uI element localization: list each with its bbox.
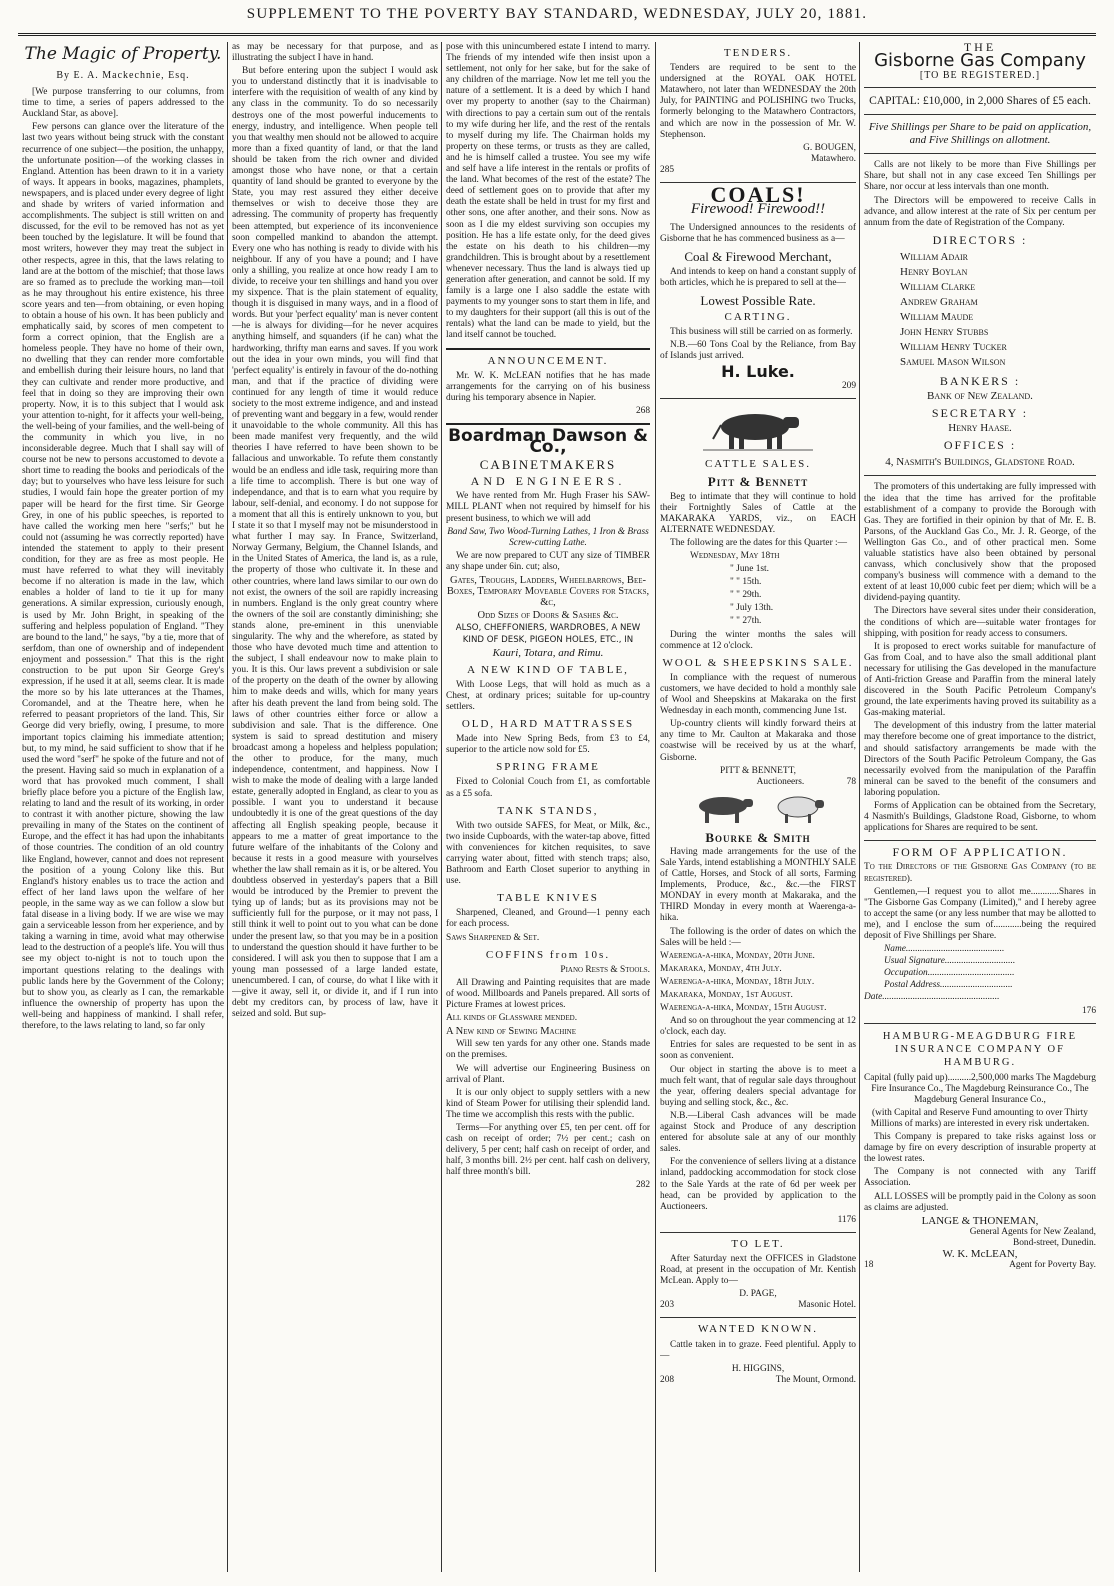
cattle-sales-heading: CATTLE SALES. <box>704 458 812 471</box>
ad-text: The development of this industry from the latter material may therefore become one of great importance to the district, and should satisfactory arrangements be made with the Directors of the South Pacific Petroleum Company, the Gas necessarily evolved from the manipulation of the Paraffin mineral can be saved to the benefit of the consumers and laboring population. <box>864 721 1096 798</box>
boardman-sub1: CABINETMAKERS <box>479 457 617 473</box>
separator <box>864 475 1096 476</box>
ad-subheading: TABLE KNIVES <box>497 892 599 905</box>
place: Masonic Hotel. <box>798 1300 856 1311</box>
director-name: William Clarke <box>900 280 976 293</box>
form-signature-line: Usual Signature.............................. <box>884 956 1016 967</box>
ad-text: Cattle taken in to graze. Feed plentiful. Apply to— <box>660 1339 856 1361</box>
separator <box>864 840 1096 841</box>
coals-merchant: Coal & Firewood Merchant, <box>684 249 832 265</box>
ad-subheading: SPRING FRAME <box>496 761 600 774</box>
local-agent-role: Agent for Poverty Bay. <box>1009 1260 1096 1271</box>
ad-text: Gates, Troughs, Ladders, Wheelbarrows, Bee-Boxes, Temporary Moveable Covers for Stacks, &c, <box>446 575 650 609</box>
ad-text: This business will still be carried on as formerly. <box>670 326 853 337</box>
sale-date: " " 27th. <box>730 616 762 627</box>
form-date-line: Date.................................................. <box>864 992 1000 1003</box>
form-heading: FORM OF APPLICATION. <box>892 845 1068 860</box>
ad-text: N.B.—Liberal Cash advances will be made against Stock and Produce of any description entered for absolute sale at any of our monthly sales. <box>660 1110 856 1155</box>
article-paragraph: But before entering upon the subject I would ask you to understand distinctly that it is inadvisable to interfere with the requisition of wealth of any kind by any class in the community. To do so necessarily destroys one of the most powerful inducements to energy, industry, and intelligence. When people tell you that wealthy men should not be allowed to acquire more than a fixed quantity of land, or that the land should be taken from the rich owner and divided amongst those who have none, or that a certain quantity of land should be granted to everyone by the State, you may rest assured they either deceive themselves or wish to deceive those they are adressing. The community of property has frequently been attempted, but experience of its inconvenience soon compelled mankind to abandon the attempt. Every one who has nothing is ready to divide with his neighbour. If any of you have a pound; and I have only a shilling, you realize at once how ready I am to divide, to receive your ten shillings and hand you over my sixpence. That is the plain statement of equality, though it is disguised in many ways, and in a flood of words. But your 'perfect equality' man is never content—he is always for dividing—for he never acquires anything himself, and squanders (if he can) what the hardworking, thrifty man earns and saves. If you work out the idea in your own minds, you will find that 'perfect equality' is entirely in favour of the do-nothing man, and that if the practice of dividing were continued for any length of time it would reduce society to the most extreme indigence, and and instead of preventing want and beggary in a few, would render it unavoidable to the whole community. All this has been made manifest very frequently, and the wild theories I have referred to have been shown to be fallacious and unworkable. To refute them constantly would be an endless and idle task, requiring more than a life time to accomplish. There is but one way of independance, and that is to earn what you require by labour, self-denial, and economy. I do not suppose for a moment that all this is entirely unknown to you, but I state it so that I myself may not be misunderstood in what further I may say. In France, Switzerland, Norway Germany, Belgium, the Channel Islands, and in the United States of America, the land is, as a rule, the property of those who cultivate it. In these and other countries, where land laws similar to our own do not exist, the owners of the soil are rapidly increasing in numbers. England is the only great country where the owners of the soil are constantly diminishing; she stands alone, pre-eminent in this unenviable singularity. The why and the wherefore, as stated by those who have devoted much time and attention to the subject, I shall endeavour now to make plain to you. It is this. Our laws prevent a subdivision or sale of the property on the death of the owner by allowing him to make deeds and wills, which for many years after his death prevent the land from being sold. The laws of other countries either force or allow a subdivision and sale. That is the difference. One system is said to spread destitution and misery broadcast among a hopeless and helpless population; the other to produce, for the many, much independence, contentment, and happiness. Now I wish to make the mode of dealing with a large landed estate, generally adopted in England, as clear to you as possible. I want you to understand it because undoubtedly it is one of the great questions of the day affecting all English speaking people, because it appears to me a matter of great importance to the future welfare of the inhabitants of the Colony and because it rests in a good measure with yourselves whether the law shall remain as it is, or be altered. You doubtless observed in yesterday's papers that a Bill would be introduced by the Premier to prevent the tying up of lands; but as its provisions may not be sufficiently full for the purpose, or it may not pass, I still think it well to point out to you what can be done under the present law, so that you may be in a position to understand the question should it have further to be considered. I will ask you then to suppose that I am a young man possessed of a large landed estate, unencumbered. I can, of course, do what I like with it—give it away, sell it, or divide it, and if I run into debt my creditors can, by process of law, have it seized and sold. But sup- <box>232 66 438 1020</box>
ad-text: Piano Rests & Stools. <box>560 964 650 975</box>
column-divider <box>441 42 442 1572</box>
separator <box>660 1317 856 1318</box>
article-paragraph: Few persons can glance over the literature of the last two years without being struck with the constant recurrence of one subject—the position, the unhappy, the unfortunate position—of the working classes in England. Attention has been drawn to it in a variety of ways. It appears in books, magazines, phamplets, newspapers, and is placed under every degree of light and shade by writers of varied information and accomplishments. The subject is still written on and discussed, for the evil to be removed has not as yet been touched by the legislature. It will be found that most writers, however they may treat the subject in other respects, agree in this, that the laws relating to land are at the bottom of the mischief; that those laws are so framed as to preclude the working man—toil as he may throughout his entire existence, his three score years and ten—from obtaining, or even hoping to obtain a house of his own. It has been publicly and emphatically said, by scores of men competent to form a correct opinion, that the English are a homeless people. They have no home of their own, no dwelling that they can render more comfortable and embellish during their leisure hours, no land that they can cultivate and render more productive, and feel that in doing so they are improving their own property. Now, it is to this subject that I would ask your attention to-night, for it affects your well-being, the well-being of your families, and the well-being of the community in which you live, in no inconsiderable degree. Much that I shall say will of course not be new to persons accustomed to devote a short time to reading the books and periodicals of the day; but to yourselves who have less leisure for such studies, I would fain hope the greater portion of my paper will be heard for the first time. Sir George Grey, in one of his public speeches, is reported to have called the working men here "serfs;" but he could not (assuming he was correctly reported) have intended the statement to apply to their present condition, for they are as free as most people. He must have referred to what they will inevitably become if no alteration is made in the law, which enables a holder of land to tie it up for many generations. A similar expression, curiously enough, is used by Mr. John Bright, in speaking of the suffering and helpless population of England. "They are bound to the land," he says, "by a tie, more that of serfdom, than one of ownership and of independent enjoyment and possession." That this is the right construction to be put upon Sir George Grey's expression, if he used it at all, seems clear. It is made the more so by his late utterances at the Thames, Coromandel, and at the Theatre here, when he referred to peasant proprietors of the land. This, Sir George did very briefly, owing, I presume, to more important topics claiming his immediate attention; but, to my mind, he said sufficient to show that if he used the word "serf" he spoke of the future and not of the present. Having said so much in explanation of a word that has provoked much comment, I shall briefly place before you a picture of the English law, relating to land and the result of its working, in order to contrast it with another picture, showing the law prevailing in many of the States on the continent of Europe, and the effect it has had upon the inhabitants of those countries. The condition of an old country like England, however, cannot and does not represent the position of a young Colony like this. But England's history enables us to trace the action and effect of her land laws upon the welfare of her people, in the same way as we can follow a slow but fatal disease in a living body. If we are wise we may gain a serviceable lesson from her experience, and by taking a warning in time, avoid what may otherwise lead to the destruction of a people's life. You will thus see my object to-night is not to touch upon the important questions relating to the dealings with public lands here by the Government of the Colony; but to show you, as clearly as I can, the remarkable influence the ownership of property has upon the well-being and happiness of mankind. I shall refer, therefore, to the laws relating to land, so far only <box>22 122 224 1031</box>
signature: D. PAGE, <box>739 1289 777 1300</box>
column-divider <box>859 42 860 1572</box>
ad-text: We are now prepared to CUT any size of TIMBER any shape under 6in. cut; also, <box>446 550 650 572</box>
offices-address: 4, Nasmith's Buildings, Gladstone Road. <box>885 456 1075 469</box>
ad-number: 203 <box>660 1300 675 1311</box>
ad-number: 78 <box>846 776 856 787</box>
boardman-name: Boardman Dawson & Co., <box>448 426 648 458</box>
ad-text: Kauri, Totara, and Rimu. <box>492 646 604 659</box>
ad-text: All Drawing and Painting requisites that are made of wood. Millboards and Panels prepared. All sorts of Picture Frames at lowest prices. <box>446 977 650 1011</box>
director-name: Henry Boylan <box>900 265 968 278</box>
signature: H. HIGGINS, <box>731 1363 785 1374</box>
column-4 <box>660 42 856 1572</box>
ad-text: For the convenience of sellers living at a distance inland, paddocking accommodation for stock close to the Sale Yards at the rate of 6d per week per head, can be provided by application to the Auctioneers. <box>660 1157 856 1212</box>
director-name: William Henry Tucker <box>900 340 1007 353</box>
ad-text: ALL LOSSES will be promptly paid in the Colony as soon as claims are adjusted. <box>864 1191 1096 1213</box>
ad-text: Terms—For anything over £5, ten per cent. off for cash on receipt of order; 7½ per cent.; cash on delivery, 5 per cent; half cash on receipt of order, and half, 3 months bill. 2½ per cent. half cash on delivery, half three month's bill. <box>446 1122 650 1178</box>
secretary-name: Henry Haase. <box>948 422 1012 435</box>
separator <box>446 348 650 350</box>
article-intro: [We purpose transferring to our columns, from time to time, a series of papers addressed to the Auckland Star, as above]. <box>22 87 224 120</box>
ad-text: With Loose Legs, that will hold as much as a Chest, at ordinary prices; suitable for up-country settlers. <box>446 679 650 712</box>
ad-number: 176 <box>1081 1005 1096 1016</box>
boardman-sub2: AND ENGINEERS. <box>470 474 626 489</box>
column-3 <box>446 42 650 1572</box>
signature: G. BOUGEN, <box>803 142 856 153</box>
ad-subheading: OLD, HARD MATTRASSES <box>461 718 635 731</box>
separator <box>660 398 856 399</box>
director-name: Andrew Graham <box>900 295 978 308</box>
offices-heading: OFFICES : <box>943 438 1017 453</box>
ad-text: We have rented from Mr. Hugh Fraser his SAW-MILL PLANT when not required by himself for his present business, to which we will add <box>446 491 650 524</box>
ad-text: Calls are not likely to be more than Five Shillings per Share, but shall not in any case exceed Ten Shillings per Share, nor occur at less intervals than one month. <box>864 160 1096 193</box>
ad-text: Entries for sales are requested to be sent in as soon as convenient. <box>660 1040 856 1062</box>
bull-illustration <box>703 405 813 453</box>
gas-capital: CAPITAL: £10,000, in 2,000 Shares of £5 each. <box>869 95 1091 108</box>
separator <box>864 1023 1096 1024</box>
column-1 <box>22 42 224 1572</box>
sale-date: " " 15th. <box>730 577 762 588</box>
sale-date: " June 1st. <box>730 564 769 575</box>
ad-text: And so on throughout the year commencing at 12 o'clock, each day. <box>660 1016 856 1038</box>
ad-text: The Undersigned announces to the residents of Gisborne that he has commenced business as a— <box>660 223 856 245</box>
ad-text: All kinds of Glassware mended. <box>446 1013 578 1024</box>
directors-heading: DIRECTORS : <box>932 232 1028 247</box>
gas-registered: [TO BE REGISTERED.] <box>919 70 1041 82</box>
place: Matawhero. <box>810 153 856 164</box>
ad-text: During the winter months the sales will commence at 12 o'clock. <box>660 629 856 651</box>
bankers-heading: BANKERS : <box>939 373 1021 388</box>
column-2 <box>232 42 438 1572</box>
column-divider <box>655 42 656 1572</box>
coals-heading: COALS! <box>710 182 806 208</box>
masthead: SUPPLEMENT TO THE POVERTY BAY STANDARD, WEDNESDAY, JULY 20, 1881. <box>246 6 868 22</box>
separator <box>446 423 650 425</box>
sale-date: Makaraka, Monday, 4th July. <box>660 963 782 974</box>
role: Auctioneers. <box>756 776 805 787</box>
sale-date: " " 29th. <box>730 590 762 601</box>
ad-text: After Saturday next the OFFICES in Gladstone Road, at present in the occupation of Mr. Kentish McLean. Apply to— <box>660 1253 856 1287</box>
wanted-heading: WANTED KNOWN. <box>697 1323 819 1336</box>
ad-number: 1176 <box>837 1214 856 1225</box>
director-name: Samuel Mason Wilson <box>900 355 1006 368</box>
ad-text: The Company is not connected with any Tariff Association. <box>864 1167 1096 1189</box>
form-to: To the Directors of the Gisborne Gas Company (to be registered). <box>864 862 1096 884</box>
ad-text: Band Saw, Two Wood-Turning Lathes, 1 Iron & Brass Screw-cutting Lathe. <box>447 526 649 548</box>
form-address-line: Postal Address............................... <box>884 980 1013 991</box>
place: The Mount, Ormond. <box>775 1374 856 1385</box>
article-byline: By E. A. Mackechnie, Esq. <box>56 70 190 81</box>
agents-name: LANGE & THONEMAN, <box>921 1214 1039 1227</box>
gas-company-name: Gisborne Gas Company <box>874 50 1086 72</box>
ad-text: Odd Sizes of Doors & Sashes &c. <box>477 610 619 622</box>
separator <box>660 1232 856 1233</box>
ad-text: Our object in starting the above is to meet a much felt want, that of regular sale days throughout the year, offering dealers special advantage for buying and selling stock, &c., &c. <box>660 1064 856 1108</box>
ad-text: Beg to intimate that they will continue to hold their Fortnightly Sales of Cattle at the MAKARAKA YARDS, viz., on EACH ALTERNATE WEDNESDAY. <box>660 491 856 535</box>
secretary-heading: SECRETARY : <box>931 406 1029 421</box>
ad-text: The following is the order of dates on which the Sales will be held :— <box>660 926 856 948</box>
tenders-heading: TENDERS. <box>723 47 793 59</box>
ad-text: In compliance with the request of numerous customers, we have decided to hold a monthly sale of Wool and Sheepskins at Makaraka on the first Wednesday in each month, commencing June 1st. <box>660 672 856 717</box>
ad-text: Up-country clients will kindly forward theirs at any time to Mr. Caulton at Makaraka and those coastwise will be received by us at the wharf, Gisborne. <box>660 719 856 763</box>
sale-date: Waerenga-a-hika, Monday, 15th August. <box>660 1003 827 1014</box>
article-paragraph: as may be necessary for that purpose, and as illustrating the subject I have in hand. <box>232 42 438 64</box>
ad-text: The following are the dates for this Quarter :— <box>670 537 848 548</box>
ad-text: Made into New Spring Beds, from £3 to £4, superior to the article now sold for £5. <box>446 734 650 756</box>
pitt-bennett-heading: Pitt & Bennett <box>707 474 809 490</box>
separator <box>864 153 1096 154</box>
ad-number: 285 <box>660 164 675 175</box>
wool-heading: WOOL & SHEEPSKINS SALE. <box>662 656 854 669</box>
cow-sheep-illustration <box>683 790 833 826</box>
ad-number: 208 <box>660 1374 675 1385</box>
sale-date: Wednesday, May 18th <box>690 551 780 561</box>
ad-text: A New kind of Sewing Machine <box>446 1026 576 1038</box>
firewood-heading: Firewood! Firewood!! <box>690 201 826 218</box>
ad-text: With two outside SAFES, for Meat, or Milk, &c., two inside Cupboards, with the water-tap above, fitted with conveniences for kitchen requisites, to save carrying water about, fitted with stench traps; also, Bathroom and Earth Closet superior to anything in use. <box>446 820 650 887</box>
ad-text: Forms of Application can be obtained from the Secretary, 4 Nasmith's Buildings, Gladstone Road, Gisborne, to whom applications for Shares are required to be sent. <box>864 801 1096 834</box>
announcement-text: Mr. W. K. McLEAN notifies that he has made arrangements for the carrying on of his business during his temporary absence in Napier. <box>446 370 650 403</box>
agents-role: General Agents for New Zealand, <box>969 1226 1096 1237</box>
form-occupation-line: Occupation..................................... <box>884 968 1015 979</box>
column-5 <box>864 42 1096 1572</box>
carting-heading: CARTING. <box>724 310 792 323</box>
announcement-heading: ANNOUNCEMENT. <box>487 354 609 367</box>
form-text: Gentlemen,—I request you to allot me............Shares in "The Gisborne Gas Company (Limited)," and I hereby agree to accept the same (or any less number that may be allotted to me), and I enclose the sum of............being the required deposit of Five Shillings per Share. <box>864 886 1096 941</box>
coals-rate: Lowest Possible Rate. <box>700 292 816 308</box>
ad-text: (with Capital and Reserve Fund amounting to over Thirty Millions of marks) are interested in every risk undertaken. <box>870 1107 1090 1129</box>
ad-text: Sharpened, Cleaned, and Ground—1 penny each for each process. <box>446 908 650 930</box>
ad-text: ALSO, CHEFFONIERS, WARDROBES, A NEW KIND OF DESK, PIGEON HOLES, ETC., IN <box>455 623 641 645</box>
local-agent-name: W. K. McLEAN, <box>942 1248 1018 1261</box>
separator <box>864 87 1096 88</box>
ad-number: 282 <box>635 1180 650 1191</box>
ad-text: Fixed to Colonial Couch from £1, as comfortable as a £5 sofa. <box>446 777 650 799</box>
gas-shillings: Five Shillings per Share to be paid on application, and Five Shillings on allotment. <box>868 121 1092 147</box>
sale-date: " July 13th. <box>730 603 774 614</box>
ad-number: 209 <box>841 381 856 392</box>
ad-subheading: A NEW KIND OF TABLE, <box>467 663 629 676</box>
ad-number: 268 <box>635 405 650 416</box>
director-name: John Henry Stubbs <box>900 325 989 338</box>
article-paragraph: pose with this unincumbered estate I intend to marry. The friends of my intended wife then insist upon a settlement, not only for her sake, but for the sake of any children of the marriage. Now let me tell you the nature of a settlement. It is a deed by which I hand over my property to another (say to the Chairman) with directions to pay a certain sum out of the rentals to my wife during her life, and the rest of the rentals to myself during my life. The Chairman holds my property on these terms, or trusts as they are called, and he is himself called a trustee. You see my wife and self have a life interest in the rentals or profits of the land. What becomes of the rest of the estate? The deed of settlement goes on to provide that after my death the estate shall be held in trust for my first and other sons, one after another, and their sons. Now as soon as I die my eldest surviving son occupies my position. He has a life estate only, for the deed gives the estate on his death to his children—my grandchildren. This is brought about by a resettlement whenever necessary. Thus the land is always tied up generation after generation, and cannot be sold. If my family is a large one I also saddle the estate with payments to my younger sons to start them in life, and to my daughters for their support (all this is out of the rentals) what the land can be made to yield, but the land itself cannot be touched. <box>446 42 650 341</box>
gas-the: THE <box>963 42 997 54</box>
hamburg-heading: HAMBURG-MEAGDBURG FIRE INSURANCE COMPANY OF HAMBURG. <box>882 1030 1078 1068</box>
director-name: William Maude <box>900 310 974 323</box>
sale-date: Waerenga-a-hika, Monday, 20th June. <box>660 950 815 961</box>
tolet-heading: TO LET. <box>731 1237 785 1250</box>
ad-text: We will advertise our Engineering Business on arrival of Plant. <box>446 1063 650 1085</box>
sale-date: Waerenga-a-hika, Monday, 18th July. <box>660 976 815 987</box>
ad-text: It is our only object to supply settlers with a new kind of Steam Power for utilising their splendid land. The time we accomplish this rests with the public. <box>446 1087 650 1120</box>
bankers-name: Bank of New Zealand. <box>927 390 1033 403</box>
ad-text: This Company is prepared to take risks against loss or damage by fire on every description of insurable property at the lowest rates. <box>864 1132 1096 1165</box>
ad-text: The Directors will be empowered to receive Calls in advance, and allow interest at the rate of Six per centum per annum from the date of Registration of the Company. <box>864 195 1096 228</box>
ad-subheading: TANK STANDS, <box>497 804 599 817</box>
ad-subheading: COFFINS from 10s. <box>485 948 611 961</box>
agents-address: Bond-street, Dunedin. <box>1012 1237 1096 1248</box>
ad-text: Saws Sharpened & Set. <box>446 932 540 943</box>
ad-number: 18 <box>864 1260 874 1271</box>
ad-text: The Directors have several sites under their consideration, the conditions of which are—suitable water frontages for shipping, with position for ready access to consumers. <box>864 606 1096 639</box>
separator <box>864 114 1096 115</box>
column-divider <box>227 42 228 1572</box>
ad-text: The promoters of this undertaking are fully impressed with the idea that the time has arrived for the profitable establishment of a company to provide the Borough with Gas. They are fortified in their opinion by that of Mr. E. B. Parsons, of the Auckland Gas Co., Mr. J. R. George, of the Wellington Gas Co., and of other practical men. Some valuable statistics have also been obtained by personal canvass, which conclusively show that the proposed company's business will commence with a demand to the extent of at least 10,000 cubic feet per diem; which will be a dividend-paying quantity. <box>864 482 1096 604</box>
bourke-smith-heading: Bourke & Smith <box>705 829 811 845</box>
ad-text: Having made arrangements for the use of the Sale Yards, intend establishing a MONTHLY SALE of Cattle, Horses, and Stock of all sorts, Farming Implements, Produce, &c., &c.—the FIRST MONDAY in every month at Makaraka, and the THIRD Monday in every month at Waerenga-a-hika. <box>660 846 856 924</box>
ad-text: And intends to keep on hand a constant supply of both articles, which he is prepared to sell at the— <box>660 266 856 288</box>
ad-text: Capital (fully paid up)..........2,500,000 marks The Magdeburg Fire Insurance Co., The Magdeburg Reinsurance Co., The Magdeburg General Insurance Co., <box>864 1072 1096 1105</box>
masthead-rule <box>18 33 1096 36</box>
ad-text: Will sew ten yards for any other one. Stands made on the premises. <box>446 1039 650 1061</box>
form-name-line: Name.......................................... <box>884 944 1005 955</box>
article-title: The Magic of Property. <box>24 44 222 64</box>
sale-date: Makaraka, Monday, 1st August. <box>660 990 793 1000</box>
signature: PITT & BENNETT, <box>720 765 796 776</box>
ad-text: N.B.—60 Tons Coal by the Reliance, from Bay of Islands just arrived. <box>660 339 856 362</box>
director-name: William Adair <box>900 250 969 263</box>
tenders-text: Tenders are required to be sent to the undersigned at the ROYAL OAK HOTEL Matawhero, not later than WEDNESDAY the 20th July, for PAINTING and POLISHING two Trucks, formerly belonging to the Matawhero Contractors, and which are now in the possession of Mr. W. Stephenson. <box>660 63 856 140</box>
luke-name: H. Luke. <box>721 362 795 382</box>
ad-text: It is proposed to erect works suitable for manufacture of Gas from Coal, and to have also the small additional plant necessary for utilising the Gas developed in the manufacture of Anti-friction Grease and Paraffin from the mineral lately discovered in the South Pacific Petroleum Company's ground, the late experiments having proved its suitability as a Gas-making material. <box>864 641 1096 719</box>
